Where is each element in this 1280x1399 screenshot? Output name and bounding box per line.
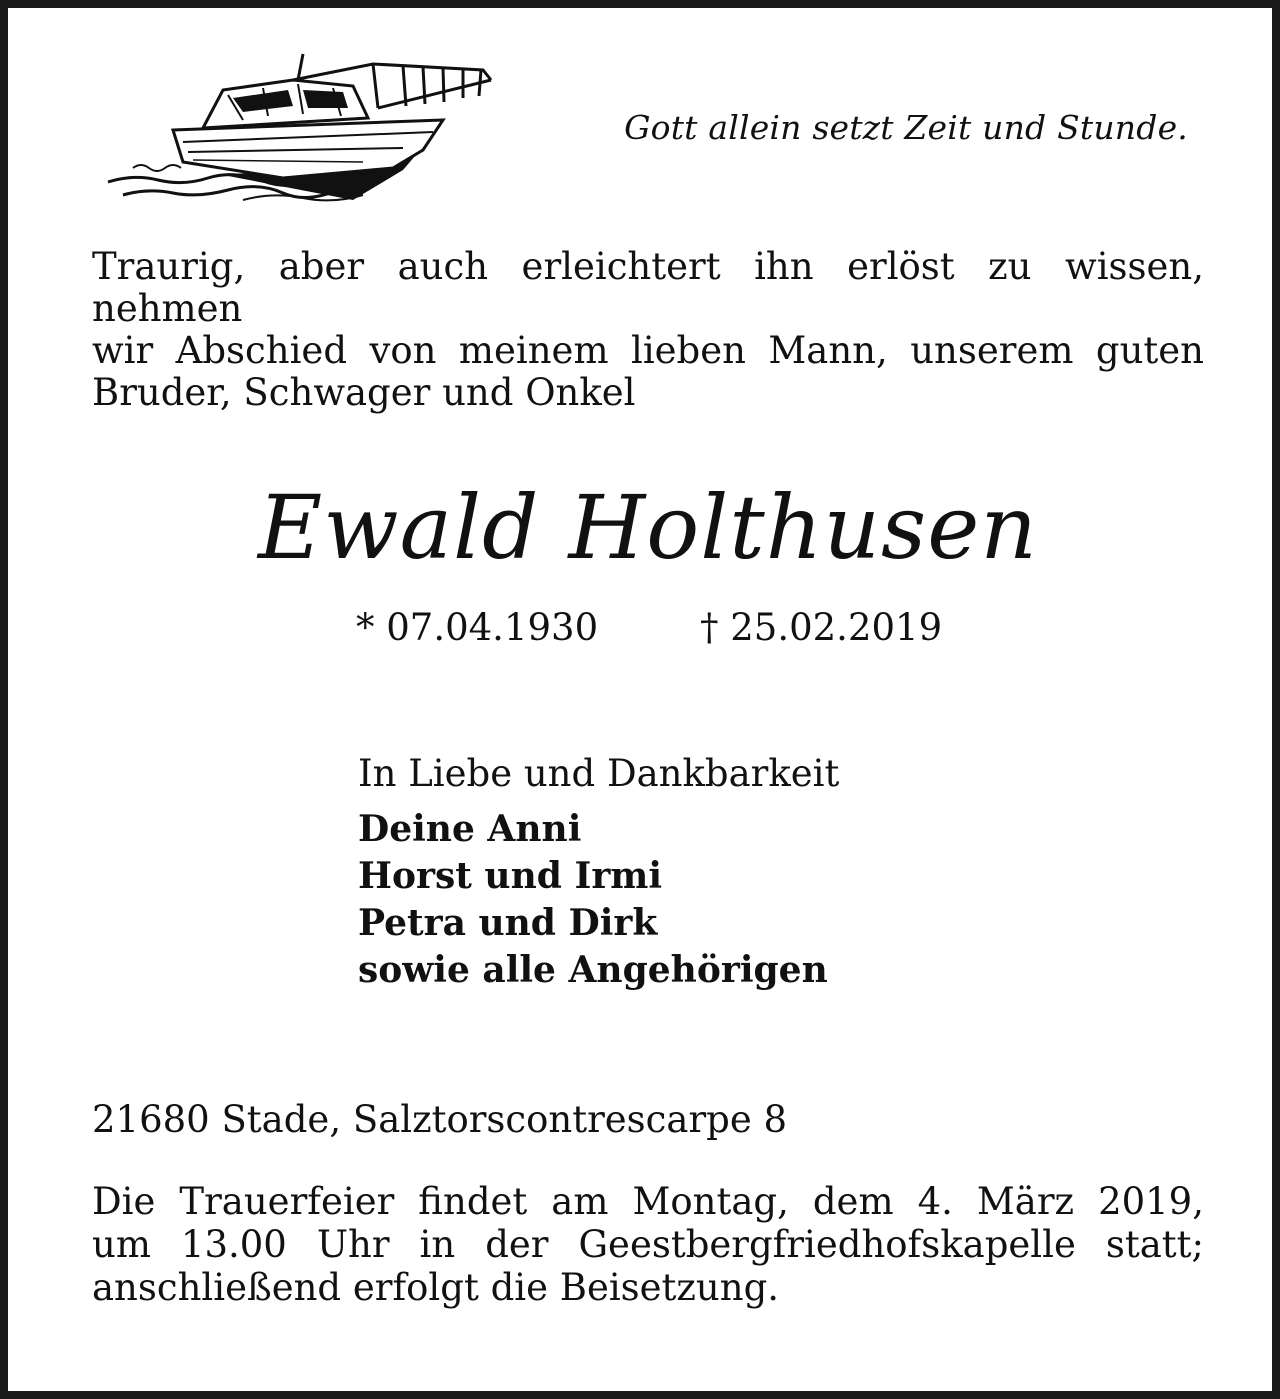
birth-date: * 07.04.1930 bbox=[356, 606, 599, 649]
service-line: Die Trauerfeier findet am Montag, dem 4. März 2019, bbox=[92, 1180, 1204, 1223]
mourners-lead: In Liebe und Dankbarkeit bbox=[358, 752, 840, 795]
mourner-name: sowie alle Angehörigen bbox=[358, 949, 828, 991]
intro-line: Bruder, Schwager und Onkel bbox=[92, 371, 636, 414]
mourner-name: Horst und Irmi bbox=[358, 855, 663, 897]
intro-text bbox=[92, 246, 1204, 414]
service-notice bbox=[92, 1180, 1204, 1309]
deceased-name: Ewald Holthusen bbox=[258, 476, 1038, 579]
address: 21680 Stade, Salztorscontrescarpe 8 bbox=[92, 1098, 788, 1141]
intro-line: wir Abschied von meinem lieben Mann, unserem guten bbox=[92, 329, 1204, 372]
service-line: um 13.00 Uhr in der Geestbergfriedhofskapelle statt; bbox=[92, 1223, 1204, 1266]
motorboat-icon bbox=[103, 50, 503, 210]
mourner-name: Deine Anni bbox=[358, 808, 582, 850]
mourners-block bbox=[358, 750, 839, 994]
motto: Gott allein setzt Zeit und Stunde. bbox=[624, 108, 1188, 147]
intro-line: Traurig, aber auch erleichtert ihn erlöst zu wissen, nehmen bbox=[92, 245, 1204, 330]
service-line: anschließend erfolgt die Beisetzung. bbox=[92, 1266, 780, 1309]
death-date: † 25.02.2019 bbox=[700, 606, 943, 649]
mourner-name: Petra und Dirk bbox=[358, 902, 658, 944]
